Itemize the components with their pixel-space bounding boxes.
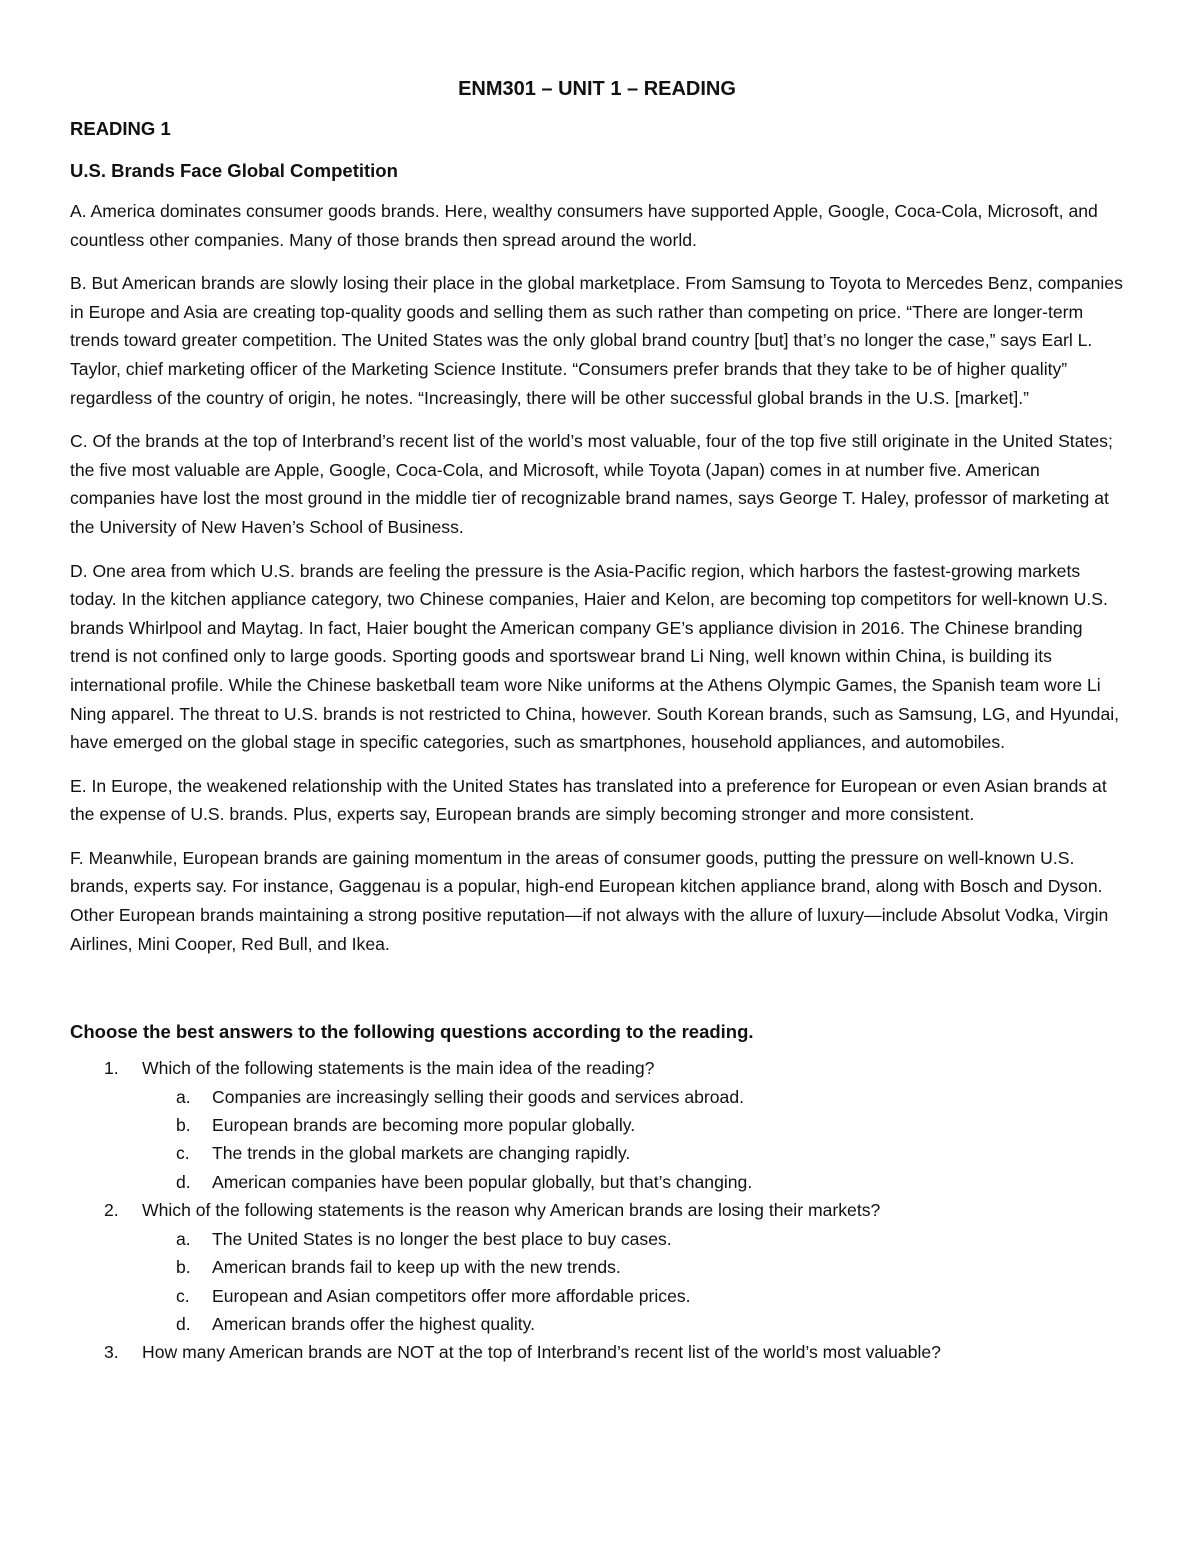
answer-option: [142, 1111, 1124, 1139]
question-item: [70, 1054, 1124, 1196]
paragraph-e: E. In Europe, the weakened relationship with the United States has translated into a preference for European or even Asian brands at the expense of U.S. brands. Plus, experts say, European brands are simply becoming stronger and more consistent.: [70, 775, 1107, 825]
question-text: How many American brands are NOT at the top of Interbrand’s recent list of the world’s most valuable?: [142, 1342, 941, 1363]
article-title: U.S. Brands Face Global Competition: [70, 160, 398, 181]
paragraph-f: F. Meanwhile, European brands are gaining momentum in the areas of consumer goods, putting the pressure on well-known U.S. brands, experts say. For instance, Gaggenau is a popular, high-end European kitchen appliance brand, along with Bosch and Dyson. Other European brands maintaining a strong positive reputation—if not always with the allure of luxury—include Absolut Vodka, Virgin Airlines, Mini Cooper, Red Bull, and Ikea.: [70, 847, 1109, 954]
answer-option: [142, 1282, 1124, 1310]
option-letter: c.: [176, 1285, 190, 1306]
answer-option: [142, 1253, 1124, 1281]
question-instructions: Choose the best answers to the following questions according to the reading.: [70, 1021, 754, 1043]
question-number: 3.: [104, 1342, 119, 1363]
question-number: 1.: [104, 1058, 119, 1079]
question-item: [70, 1338, 1124, 1366]
article-body: [70, 197, 1124, 958]
option-text: European brands are becoming more popular globally.: [212, 1115, 636, 1136]
answer-options: [142, 1225, 1124, 1339]
question-list: [70, 1054, 1124, 1366]
option-text: The United States is no longer the best place to buy cases.: [212, 1228, 672, 1249]
reading-label: READING 1: [70, 118, 171, 139]
option-letter: a.: [176, 1228, 191, 1249]
option-letter: c.: [176, 1143, 190, 1164]
page-title: ENM301 – UNIT 1 – READING: [458, 78, 736, 100]
answer-option: [142, 1168, 1124, 1196]
answer-option: [142, 1225, 1124, 1253]
option-text: American companies have been popular globally, but that’s changing.: [212, 1171, 753, 1192]
answer-option: [142, 1310, 1124, 1338]
paragraph-b: B. But American brands are slowly losing their place in the global marketplace. From Samsung to Toyota to Mercedes Benz, companies in Europe and Asia are creating top-quality goods and selling them as such rather than competing on price. “There are longer-term trends toward greater competition. The United States was the only global brand country [but] that’s no longer the case,” says Earl L. Taylor, chief marketing officer of the Marketing Science Institute. “Consumers prefer brands that they take to be of higher quality” regardless of the country of origin, he notes. “Increasingly, there will be other successful global brands in the U.S. [market].”: [70, 273, 1123, 408]
option-letter: b.: [176, 1257, 191, 1278]
option-text: American brands fail to keep up with the new trends.: [212, 1257, 621, 1278]
paragraph-c: C. Of the brands at the top of Interbrand’s recent list of the world’s most valuable, four of the top five still originate in the United States; the five most valuable are Apple, Google, Coca-Cola, and Microsoft, while Toyota (Japan) comes in at number five. American companies have lost the most ground in the middle tier of recognizable brand names, says George T. Haley, professor of marketing at the University of New Haven’s School of Business.: [70, 431, 1113, 537]
option-letter: d.: [176, 1313, 191, 1334]
option-letter: d.: [176, 1171, 191, 1192]
answer-option: [142, 1139, 1124, 1167]
option-letter: b.: [176, 1115, 191, 1136]
option-text: American brands offer the highest quality.: [212, 1313, 536, 1334]
question-item: [70, 1196, 1124, 1338]
option-text: European and Asian competitors offer more affordable prices.: [212, 1285, 691, 1306]
question-text: Which of the following statements is the main idea of the reading?: [142, 1058, 655, 1079]
paragraph-a: A. America dominates consumer goods brands. Here, wealthy consumers have supported Apple, Google, Coca-Cola, Microsoft, and countless other companies. Many of those brands then spread around the world.: [70, 201, 1098, 250]
answer-option: [142, 1083, 1124, 1111]
option-text: Companies are increasingly selling their goods and services abroad.: [212, 1086, 745, 1107]
option-text: The trends in the global markets are changing rapidly.: [212, 1143, 631, 1164]
question-text: Which of the following statements is the reason why American brands are losing their markets?: [142, 1200, 881, 1221]
question-number: 2.: [104, 1200, 119, 1221]
paragraph-d: D. One area from which U.S. brands are feeling the pressure is the Asia-Pacific region, which harbors the fastest-growing markets today. In the kitchen appliance category, two Chinese companies, Haier and Kelon, are becoming top competitors for well-known U.S. brands Whirlpool and Maytag. In fact, Haier bought the American company GE’s appliance division in 2016. The Chinese branding trend is not confined only to large goods. Sporting goods and sportswear brand Li Ning, well known within China, is building its international profile. While the Chinese basketball team wore Nike uniforms at the Athens Olympic Games, the Spanish team wore Li Ning apparel. The threat to U.S. brands is not restricted to China, however. South Korean brands, such as Samsung, LG, and Hyundai, have emerged on the global stage in specific categories, such as smartphones, household appliances, and automobiles.: [70, 560, 1120, 753]
answer-options: [142, 1083, 1124, 1197]
option-letter: a.: [176, 1086, 191, 1107]
